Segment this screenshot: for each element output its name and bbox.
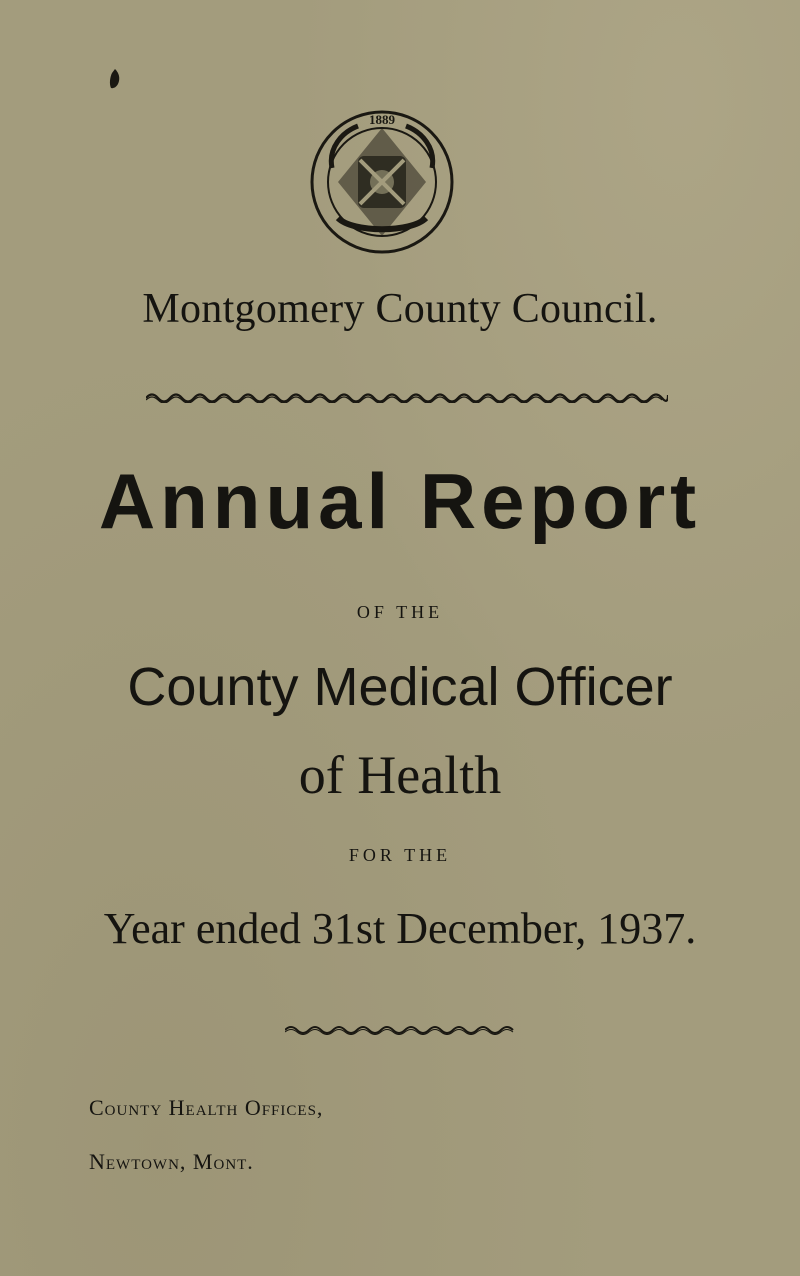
county-crest-seal — [308, 108, 456, 256]
ink-spot — [108, 68, 122, 90]
wavy-rule-bottom — [285, 1023, 517, 1035]
report-year-line: Year ended 31st December, 1937. — [103, 904, 697, 953]
crest-year-label: 1889 — [369, 112, 395, 127]
subtitle-line-2: of Health — [298, 745, 502, 805]
of-the-label: OF THE — [356, 602, 444, 622]
subtitle-line-1: County Medical Officer — [127, 657, 673, 717]
report-title: Annual Report — [98, 457, 702, 545]
address-line-1: County Health Offices, — [89, 1095, 324, 1120]
for-the-label: FOR THE — [348, 845, 452, 865]
council-name: Montgomery County Council. — [142, 286, 658, 332]
wavy-rule-top — [146, 389, 668, 403]
address-line-2: Newtown, Mont. — [89, 1149, 254, 1174]
